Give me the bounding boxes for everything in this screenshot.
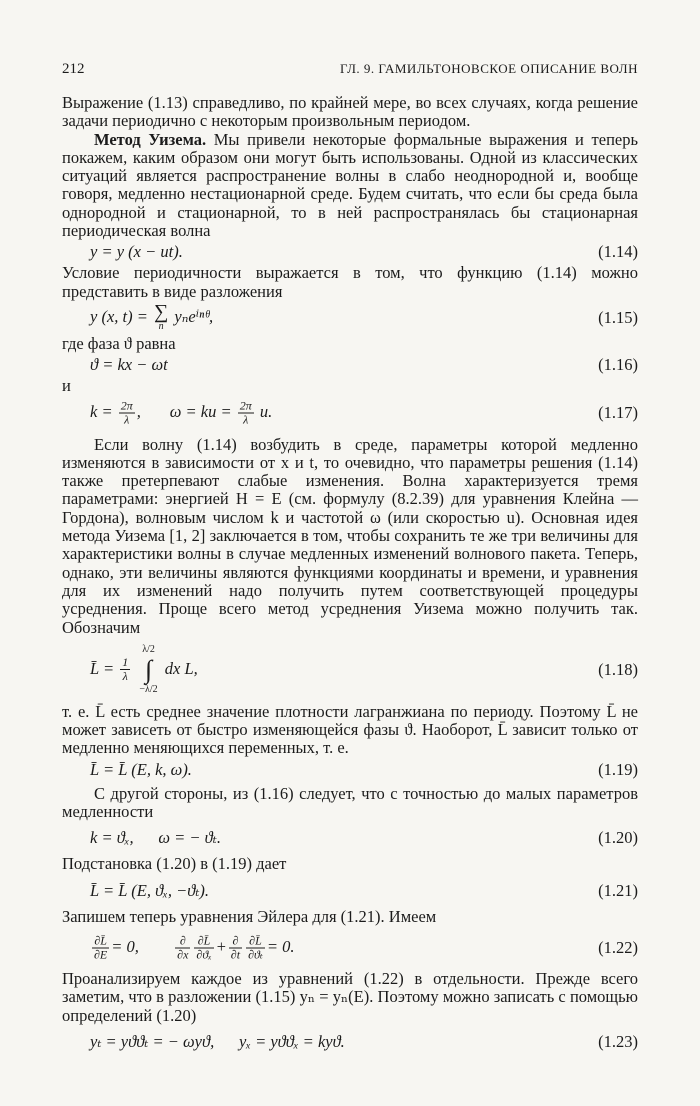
paragraph-11: Проанализируем каждое из уравнений (1.22) в отдельности. Прежде всего заметим, что в разложении (1.15) yₙ = yₙ(E). Поэтому можно записать с помощью определений (1.20): [62, 968, 638, 1025]
equation-number: (1.15): [598, 307, 638, 327]
equation-1-15: [62, 301, 638, 335]
paragraph-8: С другой стороны, из (1.16) следует, что с точностью до малых параметров медленности: [62, 783, 638, 822]
fraction: $\frac{\partial L̄}{\partial E}$: [94, 933, 108, 962]
equation-number: (1.21): [598, 880, 638, 900]
equation-lhs: y (x, t) =: [90, 306, 148, 326]
section-title: Метод Уизема.: [94, 129, 207, 149]
equation-1-21: [62, 874, 638, 908]
fraction: $\frac{\partial}{\partial x}$: [177, 933, 189, 962]
equation-body: ϑ = kx − ωt: [90, 355, 168, 375]
equation-number: (1.23): [598, 1031, 638, 1051]
equation-rhs: yₙeⁱⁿᶿ,: [174, 306, 214, 326]
paragraph-2-text: Мы привели некоторые формальные выражения и теперь покажем, каким образом они могут быть использованы. Одной из классических ситуаций является распространение волны в слабо неоднородной и, вообще говоря, медленно нестационарной среде. Будем считать, что если бы среда была однородной и стационарной, то в ней распространялась бы стационарная периодическая волна: [62, 129, 638, 241]
equation-1-18: L̄ = $\frac{1}{\lambda}$ λ/2 ∫ −λ/2 dx L, (1.18): [90, 643, 638, 695]
paragraph-5: и: [62, 376, 71, 396]
paragraph-6: Если волну (1.14) возбудить в среде, параметры которой медленно изменяются в зависимости от x и t, то очевидно, что параметры решения (1.14) также претерпевают слабые изменения. Волна характеризуется тремя параметрами: энергией H = E (см. формулу (8.2.39) для уравнения Клейна — Гордона), волновым числом k и частотой ω (или скоростью u). Основная идея метода Уизема [1, 2] заключается в том, чтобы сохранить те же три величины для характеристики волны в случае медленных изменений волнового пакета. Теперь, однако, эти величины являются функциями координаты и времени, и уравнения для их изменений надо получить путем соответствующей процедуры усреднения. Проще всего метод усреднения Уизема можно получить так. Обозначим: [62, 434, 638, 637]
equation-number: (1.22): [598, 937, 638, 957]
fraction: $\frac{2\pi}{\lambda}$: [120, 398, 133, 427]
fraction: $\frac{\partial}{\partial t}$: [230, 933, 241, 962]
equation-1-20: [62, 821, 638, 855]
fraction: $\frac{\partial L̄}{\text{∂ϑₜ}}$: [248, 933, 263, 962]
paragraph-4: где фаза ϑ равна: [62, 333, 176, 353]
equation-1-14: [62, 240, 638, 264]
equation-number: (1.17): [598, 402, 638, 422]
equation-body: L̄ = L̄ (E, k, ω).: [90, 759, 192, 779]
paragraph-whitham: [62, 131, 638, 241]
paragraph-7: т. е. L̄ есть среднее значение плотности лагранжиана по периоду. Поэтому L̄ не может зависеть от быстро изменяющейся фазы ϑ. Наоборот, L̄ зависит только от медленно меняющихся переменных, т. е.: [62, 701, 638, 758]
equation-number: (1.14): [598, 242, 638, 262]
paragraph-9: Подстановка (1.20) в (1.19) дает: [62, 854, 287, 874]
equation-body: k = ϑₓ, ω = − ϑₜ.: [90, 828, 221, 848]
page-body: [62, 94, 638, 1059]
equation-number: (1.18): [598, 659, 638, 679]
sum-symbol: ∑ n: [153, 300, 169, 332]
fraction: $\frac{2\pi}{\lambda}$: [239, 398, 252, 427]
equation-1-23: [62, 1025, 638, 1059]
fraction: $\frac{1}{\lambda}$: [122, 655, 129, 684]
equation-1-17: k = $\frac{2\pi}{\lambda}$ , ω = ku = $\frac{2\pi}{\lambda}$ u. (1.17): [90, 398, 638, 427]
equation-number: (1.19): [598, 759, 638, 779]
running-title: ГЛ. 9. ГАМИЛЬТОНОВСКОЕ ОПИСАНИЕ ВОЛН: [340, 61, 638, 76]
paragraph-10: Запишем теперь уравнения Эйлера для (1.21). Имеем: [62, 906, 437, 926]
equation-number: (1.16): [598, 355, 638, 375]
equation-body: L̄ = L̄ (E, ϑₓ, −ϑₜ).: [90, 880, 210, 900]
integral-symbol: λ/2 ∫ −λ/2: [139, 643, 158, 695]
equation-number: (1.20): [598, 828, 638, 848]
paragraph-3: Условие периодичности выражается в том, что функцию (1.14) можно представить в виде разложения: [62, 263, 638, 301]
equation-1-16: [62, 353, 638, 377]
equation-body: yₜ = yϑϑₜ = − ωyϑ, yₓ = yϑϑₓ = kyϑ.: [90, 1031, 345, 1051]
page-number: 212: [62, 61, 85, 77]
equation-1-19: [62, 758, 638, 782]
equation-body: y = y (x − ut).: [90, 242, 183, 262]
equation-1-22: $\frac{\partial L̄}{\partial E}$ = 0, $\frac{\partial}{\partial x}$ $\frac{\partial L̄}{\text{∂ϑₓ}}$ + $\frac{\partial}{\partial t}$ $\frac{\partial L̄}{\text{∂ϑₜ}}$ = 0. (1.22): [94, 933, 638, 962]
fraction: $\frac{\partial L̄}{\text{∂ϑₓ}}$: [196, 933, 212, 962]
paragraph-1: Выражение (1.13) справедливо, по крайней мере, во всех случаях, когда решение задачи периодично с некоторым произвольным периодом.: [62, 93, 638, 131]
